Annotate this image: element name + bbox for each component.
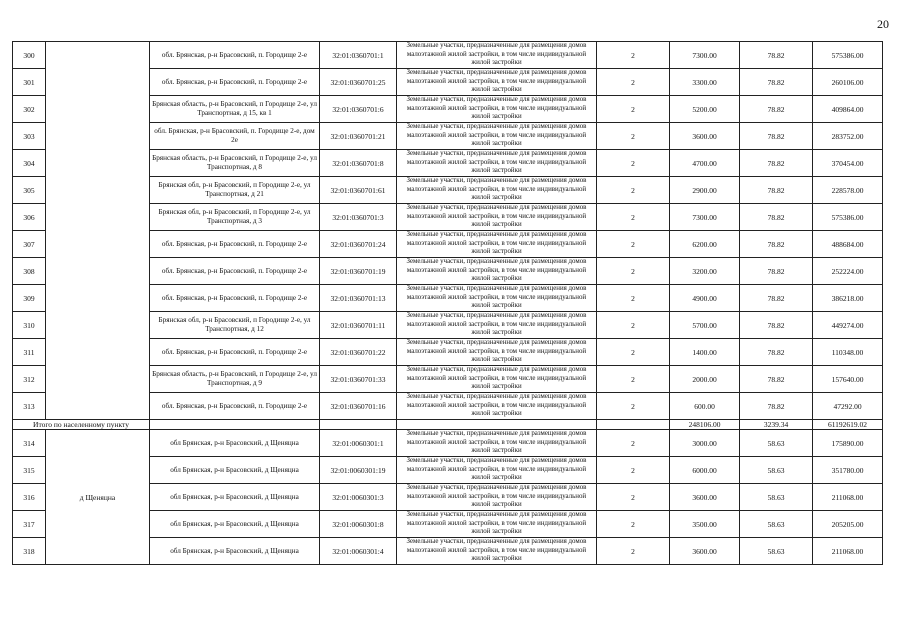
group-cell: 2: [597, 430, 670, 457]
area-cell: 2900.00: [670, 177, 740, 204]
land-registry-table: [12, 41, 883, 565]
rate-cell: 78.82: [740, 123, 813, 150]
area-cell: 4900.00: [670, 285, 740, 312]
land-use-cell: Земельные участки, предназначенные для размещения домов малоэтажной жилой застройки, в том числе индивидуальной жилой застройки: [397, 511, 597, 538]
cadastral-number-cell: 32:01:0360701:1: [320, 42, 397, 69]
cadastral-number-cell: 32:01:0060301:8: [320, 511, 397, 538]
cadastral-value-cell: 252224.00: [813, 258, 883, 285]
rate-cell: 78.82: [740, 258, 813, 285]
group-cell: 2: [597, 393, 670, 420]
cadastral-number-cell: 32:01:0360701:3: [320, 204, 397, 231]
rate-cell: 58.63: [740, 430, 813, 457]
cadastral-value-cell: 47292.00: [813, 393, 883, 420]
group-cell: 2: [597, 42, 670, 69]
land-use-cell: Земельные участки, предназначенные для размещения домов малоэтажной жилой застройки, в том числе индивидуальной жилой застройки: [397, 393, 597, 420]
group-cell: 2: [597, 231, 670, 258]
address-cell: Брянская область, р-н Брасовский, п Городище 2-е, ул Транспортная, д 9: [150, 366, 320, 393]
group-cell: 2: [597, 366, 670, 393]
cadastral-number-cell: 32:01:0060301:1: [320, 430, 397, 457]
area-cell: 600.00: [670, 393, 740, 420]
land-use-cell: Земельные участки, предназначенные для размещения домов малоэтажной жилой застройки, в том числе индивидуальной жилой застройки: [397, 96, 597, 123]
cadastral-value-cell: 575386.00: [813, 204, 883, 231]
cadastral-number-cell: 32:01:0060301:19: [320, 457, 397, 484]
land-use-cell: Земельные участки, предназначенные для размещения домов малоэтажной жилой застройки, в том числе индивидуальной жилой застройки: [397, 457, 597, 484]
land-use-cell: Земельные участки, предназначенные для размещения домов малоэтажной жилой застройки, в том числе индивидуальной жилой застройки: [397, 312, 597, 339]
rate-cell: 78.82: [740, 69, 813, 96]
row-number: 316: [13, 484, 46, 511]
cadastral-value-cell: 157640.00: [813, 366, 883, 393]
address-cell: обл. Брянская, р-н Брасовский, п. Городище 2-е: [150, 258, 320, 285]
row-number: 305: [13, 177, 46, 204]
cadastral-value-cell: 370454.00: [813, 150, 883, 177]
area-cell: 7300.00: [670, 204, 740, 231]
area-cell: 3200.00: [670, 258, 740, 285]
area-cell: 5700.00: [670, 312, 740, 339]
group-cell: 2: [597, 177, 670, 204]
cadastral-number-cell: 32:01:0360701:61: [320, 177, 397, 204]
cadastral-number-cell: 32:01:0360701:24: [320, 231, 397, 258]
row-number: 310: [13, 312, 46, 339]
cadastral-value-cell: 449274.00: [813, 312, 883, 339]
row-number: 303: [13, 123, 46, 150]
area-cell: 7300.00: [670, 42, 740, 69]
blank-cell: [320, 420, 397, 430]
land-use-cell: Земельные участки, предназначенные для размещения домов малоэтажной жилой застройки, в том числе индивидуальной жилой застройки: [397, 231, 597, 258]
cadastral-value-cell: 283752.00: [813, 123, 883, 150]
group-cell: 2: [597, 96, 670, 123]
cadastral-number-cell: 32:01:0360701:16: [320, 393, 397, 420]
cadastral-value-cell: 110348.00: [813, 339, 883, 366]
subtotal-area: 248106.00: [670, 420, 740, 430]
land-use-cell: Земельные участки, предназначенные для размещения домов малоэтажной жилой застройки, в том числе индивидуальной жилой застройки: [397, 538, 597, 565]
address-cell: обл. Брянская, р-н Брасовский, п. Городище 2-е: [150, 339, 320, 366]
group-cell: 2: [597, 457, 670, 484]
subtotal-rate: 3239.34: [740, 420, 813, 430]
cadastral-number-cell: 32:01:0360701:33: [320, 366, 397, 393]
area-cell: 2000.00: [670, 366, 740, 393]
row-number: 308: [13, 258, 46, 285]
cadastral-number-cell: 32:01:0360701:21: [320, 123, 397, 150]
locality-column-cell: [46, 42, 150, 420]
rate-cell: 78.82: [740, 366, 813, 393]
address-cell: Брянская обл, р-н Брасовский, п Городище 2-е, ул Транспортная, д 21: [150, 177, 320, 204]
land-use-cell: Земельные участки, предназначенные для размещения домов малоэтажной жилой застройки, в том числе индивидуальной жилой застройки: [397, 150, 597, 177]
group-cell: 2: [597, 511, 670, 538]
row-number: 302: [13, 96, 46, 123]
row-number: 307: [13, 231, 46, 258]
land-use-cell: Земельные участки, предназначенные для размещения домов малоэтажной жилой застройки, в том числе индивидуальной жилой застройки: [397, 366, 597, 393]
cadastral-number-cell: 32:01:0360701:19: [320, 258, 397, 285]
address-cell: обл. Брянская, р-н Брасовский, п. Городище 2-е, дом 2е: [150, 123, 320, 150]
land-use-cell: Земельные участки, предназначенные для размещения домов малоэтажной жилой застройки, в том числе индивидуальной жилой застройки: [397, 430, 597, 457]
rate-cell: 58.63: [740, 511, 813, 538]
table-body: [13, 42, 883, 565]
cadastral-value-cell: 211068.00: [813, 484, 883, 511]
group-cell: 2: [597, 258, 670, 285]
row-number: 317: [13, 511, 46, 538]
rate-cell: 78.82: [740, 339, 813, 366]
blank-cell: [150, 420, 320, 430]
group-cell: 2: [597, 69, 670, 96]
area-cell: 3600.00: [670, 484, 740, 511]
subtotal-label: Итого по населенному пункту: [13, 420, 150, 430]
page-number: 20: [877, 17, 889, 31]
group-cell: 2: [597, 484, 670, 511]
area-cell: 6200.00: [670, 231, 740, 258]
area-cell: 3600.00: [670, 123, 740, 150]
area-cell: 3000.00: [670, 430, 740, 457]
cadastral-value-cell: 175890.00: [813, 430, 883, 457]
cadastral-value-cell: 211068.00: [813, 538, 883, 565]
cadastral-value-cell: 386218.00: [813, 285, 883, 312]
area-cell: 3500.00: [670, 511, 740, 538]
locality-label: д Щеняцна: [46, 430, 150, 565]
cadastral-value-cell: 351780.00: [813, 457, 883, 484]
rate-cell: 58.63: [740, 457, 813, 484]
rate-cell: 78.82: [740, 231, 813, 258]
address-cell: Брянская область, р-н Брасовский, п Городище 2-е, ул Транспортная, д 15, кв 1: [150, 96, 320, 123]
row-number: 300: [13, 42, 46, 69]
address-cell: обл Брянская, р-н Брасовский, д Щеняцна: [150, 457, 320, 484]
group-cell: 2: [597, 285, 670, 312]
address-cell: обл. Брянская, р-н Брасовский, п. Городище 2-е: [150, 393, 320, 420]
land-use-cell: Земельные участки, предназначенные для размещения домов малоэтажной жилой застройки, в том числе индивидуальной жилой застройки: [397, 285, 597, 312]
address-cell: Брянская область, р-н Брасовский, п Городище 2-е, ул Транспортная, д 8: [150, 150, 320, 177]
address-cell: обл. Брянская, р-н Брасовский, п. Городище 2-е: [150, 69, 320, 96]
address-cell: Брянская обл, р-н Брасовский, п Городище 2-е, ул Транспортная, д 12: [150, 312, 320, 339]
area-cell: 3300.00: [670, 69, 740, 96]
address-cell: обл Брянская, р-н Брасовский, д Щеняцна: [150, 538, 320, 565]
blank-cell: [597, 420, 670, 430]
table-row: [13, 430, 883, 457]
rate-cell: 78.82: [740, 204, 813, 231]
land-use-cell: Земельные участки, предназначенные для размещения домов малоэтажной жилой застройки, в том числе индивидуальной жилой застройки: [397, 339, 597, 366]
row-number: 306: [13, 204, 46, 231]
cadastral-number-cell: 32:01:0360701:6: [320, 96, 397, 123]
cadastral-value-cell: 575386.00: [813, 42, 883, 69]
land-use-cell: Земельные участки, предназначенные для размещения домов малоэтажной жилой застройки, в том числе индивидуальной жилой застройки: [397, 484, 597, 511]
row-number: 309: [13, 285, 46, 312]
row-number: 313: [13, 393, 46, 420]
cadastral-number-cell: 32:01:0360701:11: [320, 312, 397, 339]
cadastral-value-cell: 260106.00: [813, 69, 883, 96]
address-cell: обл. Брянская, р-н Брасовский, п. Городище 2-е: [150, 231, 320, 258]
cadastral-number-cell: 32:01:0360701:22: [320, 339, 397, 366]
cadastral-number-cell: 32:01:0360701:13: [320, 285, 397, 312]
group-cell: 2: [597, 312, 670, 339]
cadastral-value-cell: 228578.00: [813, 177, 883, 204]
land-use-cell: Земельные участки, предназначенные для размещения домов малоэтажной жилой застройки, в том числе индивидуальной жилой застройки: [397, 258, 597, 285]
address-cell: Брянская обл, р-н Брасовский, п Городище 2-е, ул Транспортная, д 3: [150, 204, 320, 231]
rate-cell: 78.82: [740, 96, 813, 123]
rate-cell: 78.82: [740, 177, 813, 204]
land-use-cell: Земельные участки, предназначенные для размещения домов малоэтажной жилой застройки, в том числе индивидуальной жилой застройки: [397, 177, 597, 204]
cadastral-value-cell: 488684.00: [813, 231, 883, 258]
row-number: 314: [13, 430, 46, 457]
row-number: 301: [13, 69, 46, 96]
address-cell: обл. Брянская, р-н Брасовский, п. Городище 2-е: [150, 285, 320, 312]
rate-cell: 58.63: [740, 538, 813, 565]
cadastral-value-cell: 205205.00: [813, 511, 883, 538]
rate-cell: 78.82: [740, 285, 813, 312]
address-cell: обл Брянская, р-н Брасовский, д Щеняцна: [150, 430, 320, 457]
row-number: 318: [13, 538, 46, 565]
table-row: [13, 42, 883, 69]
rate-cell: 78.82: [740, 150, 813, 177]
row-number: 311: [13, 339, 46, 366]
address-cell: обл. Брянская, р-н Брасовский, п. Городище 2-е: [150, 42, 320, 69]
address-cell: обл Брянская, р-н Брасовский, д Щеняцна: [150, 511, 320, 538]
cadastral-number-cell: 32:01:0060301:4: [320, 538, 397, 565]
area-cell: 1400.00: [670, 339, 740, 366]
row-number: 304: [13, 150, 46, 177]
land-use-cell: Земельные участки, предназначенные для размещения домов малоэтажной жилой застройки, в том числе индивидуальной жилой застройки: [397, 69, 597, 96]
cadastral-number-cell: 32:01:0360701:25: [320, 69, 397, 96]
group-cell: 2: [597, 123, 670, 150]
rate-cell: 78.82: [740, 393, 813, 420]
cadastral-number-cell: 32:01:0360701:8: [320, 150, 397, 177]
row-number: 315: [13, 457, 46, 484]
blank-cell: [397, 420, 597, 430]
address-cell: обл Брянская, р-н Брасовский, д Щеняцна: [150, 484, 320, 511]
group-cell: 2: [597, 204, 670, 231]
area-cell: 3600.00: [670, 538, 740, 565]
cadastral-number-cell: 32:01:0060301:3: [320, 484, 397, 511]
subtotal-value: 61192619.02: [813, 420, 883, 430]
area-cell: 5200.00: [670, 96, 740, 123]
rate-cell: 58.63: [740, 484, 813, 511]
land-use-cell: Земельные участки, предназначенные для размещения домов малоэтажной жилой застройки, в том числе индивидуальной жилой застройки: [397, 123, 597, 150]
rate-cell: 78.82: [740, 42, 813, 69]
group-cell: 2: [597, 150, 670, 177]
cadastral-value-cell: 409864.00: [813, 96, 883, 123]
area-cell: 6000.00: [670, 457, 740, 484]
land-use-cell: Земельные участки, предназначенные для размещения домов малоэтажной жилой застройки, в том числе индивидуальной жилой застройки: [397, 204, 597, 231]
rate-cell: 78.82: [740, 312, 813, 339]
subtotal-row: [13, 420, 883, 430]
row-number: 312: [13, 366, 46, 393]
group-cell: 2: [597, 339, 670, 366]
area-cell: 4700.00: [670, 150, 740, 177]
group-cell: 2: [597, 538, 670, 565]
land-use-cell: Земельные участки, предназначенные для размещения домов малоэтажной жилой застройки, в том числе индивидуальной жилой застройки: [397, 42, 597, 69]
